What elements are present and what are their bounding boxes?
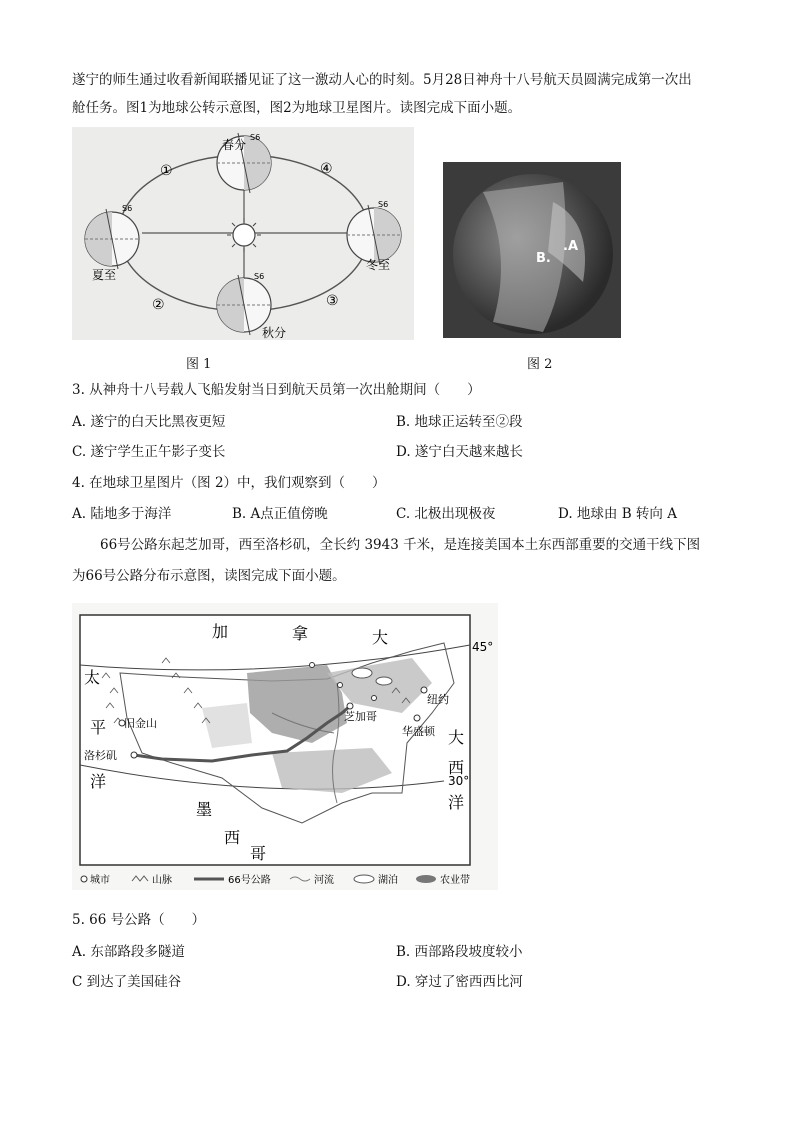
intro2-line-2: 为66号公路分布示意图，读图完成下面小题。 xyxy=(72,568,346,584)
question-4-option-d[interactable]: D. 地球由 B 转向 A xyxy=(558,506,677,522)
question-5-stem: 5. 66 号公路（ ） xyxy=(72,912,206,928)
legend-farm: 农业带 xyxy=(440,875,470,886)
sun-label-spring: S6 xyxy=(250,133,261,142)
city-la: 洛杉矶 xyxy=(84,749,117,762)
city-sf: 旧金山 xyxy=(124,717,157,730)
legend-city: 城市 xyxy=(90,875,110,886)
intro2-line-1: 66号公路东起芝加哥，西至洛杉矶，全长约 3943 千米，是连接美国本土东西部重要的交通干线下图 xyxy=(100,537,701,553)
atlantic-char-1: 大 xyxy=(448,728,465,747)
question-3-option-c[interactable]: C. 遂宁学生正午影子变长 xyxy=(72,444,226,460)
sun-label-summer: S6 xyxy=(122,204,133,213)
label-autumn: 秋分 xyxy=(262,326,287,340)
question-3-stem: 3. 从神舟十八号载人飞船发射当日到航天员第一次出舱期间（ ） xyxy=(72,382,481,398)
segment-2: ② xyxy=(152,297,165,313)
pacific-char-3: 洋 xyxy=(90,772,107,791)
segment-4: ④ xyxy=(320,161,333,177)
figure-1-orbit-diagram xyxy=(72,127,414,340)
question-5-option-d[interactable]: D. 穿过了密西西比河 xyxy=(396,974,523,990)
question-3-option-a[interactable]: A. 遂宁的白天比黑夜更短 xyxy=(72,414,226,430)
legend-mountain: 山脉 xyxy=(152,875,172,886)
question-3-option-d[interactable]: D. 遂宁白天越来越长 xyxy=(396,444,523,460)
latitude-45: 45° xyxy=(472,640,494,654)
atlantic-char-2: 西 xyxy=(448,758,465,777)
point-a-label: .A xyxy=(563,239,578,254)
canada-char-3: 大 xyxy=(372,628,389,647)
sun-label-autumn: S6 xyxy=(254,272,265,281)
figure-2-satellite-image xyxy=(443,162,621,338)
city-ny: 纽约 xyxy=(427,693,449,706)
canada-char-2: 拿 xyxy=(292,624,309,643)
label-winter: 冬至 xyxy=(366,258,391,272)
figure-2-caption: 图 2 xyxy=(527,357,553,372)
question-4-option-c[interactable]: C. 北极出现极夜 xyxy=(396,506,496,522)
legend-river: 河流 xyxy=(314,875,334,886)
question-4-stem: 4. 在地球卫星图片（图 2）中，我们观察到（ ） xyxy=(72,475,386,491)
mexico-char-2: 西 xyxy=(224,828,241,847)
intro-line-1: 遂宁的师生通过收看新闻联播见证了这一激动人心的时刻。5月28日神舟十八号航天员圆满完成第一次出 xyxy=(72,72,692,88)
sun-label-winter: S6 xyxy=(378,200,389,209)
question-5-option-c[interactable]: C 到达了美国硅谷 xyxy=(72,974,182,990)
canada-char-1: 加 xyxy=(212,622,229,641)
label-summer: 夏至 xyxy=(92,268,117,282)
question-4-option-a[interactable]: A. 陆地多于海洋 xyxy=(72,506,172,522)
question-4-option-b[interactable]: B. A点正值傍晚 xyxy=(232,506,328,522)
legend-lake: 湖泊 xyxy=(378,875,398,886)
segment-1: ① xyxy=(160,163,173,179)
legend-route: 66号公路 xyxy=(228,875,271,886)
route-66-map xyxy=(72,603,498,890)
segment-3: ③ xyxy=(326,293,339,309)
question-3-option-b[interactable]: B. 地球正运转至②段 xyxy=(396,414,523,430)
figure-1-caption: 图 1 xyxy=(186,357,212,372)
mexico-char-3: 哥 xyxy=(250,844,267,863)
label-spring: 春分 xyxy=(222,138,247,152)
pacific-char-1: 太 xyxy=(84,668,101,687)
latitude-30: 30° xyxy=(448,774,470,788)
pacific-char-2: 平 xyxy=(90,718,107,737)
mexico-char-1: 墨 xyxy=(196,800,213,819)
city-dc: 华盛顿 xyxy=(402,725,435,738)
intro-line-2: 舱任务。图1为地球公转示意图，图2为地球卫星图片。读图完成下面小题。 xyxy=(72,100,522,116)
city-chicago: 芝加哥 xyxy=(344,710,377,723)
question-5-option-b[interactable]: B. 西部路段坡度较小 xyxy=(396,944,523,960)
question-5-option-a[interactable]: A. 东部路段多隧道 xyxy=(72,944,185,960)
point-b-label: B. xyxy=(536,251,551,266)
atlantic-char-3: 洋 xyxy=(448,793,465,812)
